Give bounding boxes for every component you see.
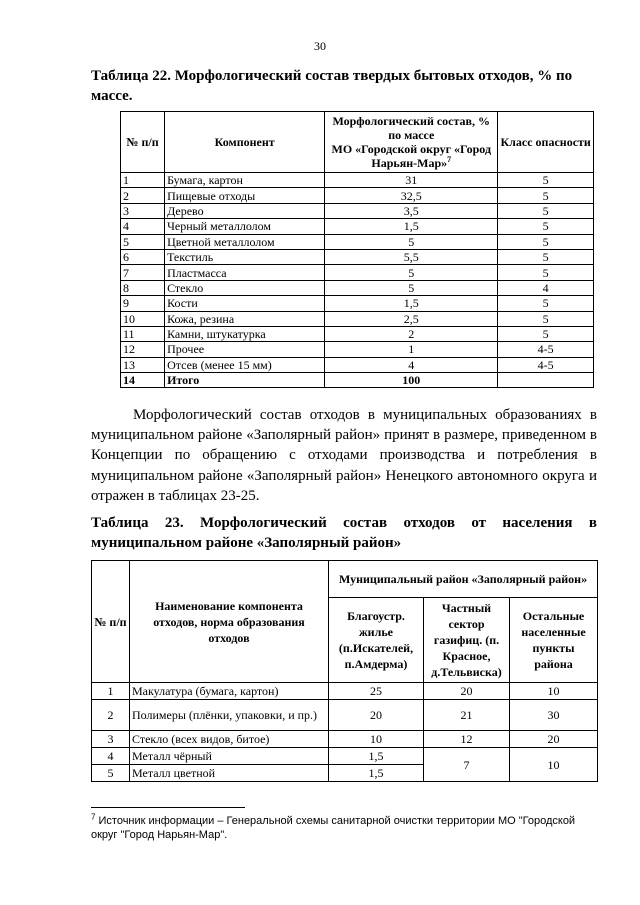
table-23-caption-line2: муниципальном районе «Заполярный район» — [91, 535, 402, 551]
table-23-caption — [91, 513, 597, 553]
row-num: 3 — [121, 203, 165, 218]
table-22 — [120, 111, 594, 388]
row-num: 11 — [121, 326, 165, 341]
row-value: 1,5 — [325, 296, 498, 311]
footnote-mark: 7 — [91, 812, 96, 822]
table-row — [121, 326, 594, 341]
header-col1: Благоустр. жилье (п.Искателей, п.Амдерма) — [329, 598, 424, 683]
row-num: 4 — [92, 748, 130, 765]
row-value: 2,5 — [325, 311, 498, 326]
row-col2: 7 — [424, 748, 510, 782]
row-hazard: 5 — [498, 326, 594, 341]
row-component: Кости — [165, 296, 325, 311]
row-name: Металл цветной — [130, 765, 329, 782]
row-hazard: 4-5 — [498, 342, 594, 357]
row-col3: 20 — [510, 731, 598, 748]
header-component: Компонент — [165, 112, 325, 173]
row-col1: 25 — [329, 683, 424, 700]
table-row — [92, 748, 598, 765]
table-row — [121, 296, 594, 311]
table-row — [121, 173, 594, 188]
table-row — [121, 311, 594, 326]
table-row — [92, 700, 598, 731]
row-col2: 20 — [424, 683, 510, 700]
header-num: № п/п — [121, 112, 165, 173]
row-hazard: 5 — [498, 203, 594, 218]
row-num: 1 — [92, 683, 130, 700]
row-hazard: 5 — [498, 311, 594, 326]
row-component: Прочее — [165, 342, 325, 357]
row-num: 8 — [121, 280, 165, 295]
table-row — [121, 265, 594, 280]
row-col2: 12 — [424, 731, 510, 748]
row-value: 5 — [325, 280, 498, 295]
table-row — [121, 249, 594, 264]
footnote-divider — [91, 807, 245, 808]
row-num: 6 — [121, 249, 165, 264]
header-col3: Остальные населенные пункты района — [510, 598, 598, 683]
row-value: 5 — [325, 265, 498, 280]
row-num: 10 — [121, 311, 165, 326]
row-hazard: 5 — [498, 173, 594, 188]
row-num: 2 — [92, 700, 130, 731]
body-paragraph: Морфологический состав отходов в муниципальных образованиях в муниципальном районе «Заполярный район» принят в размере, приведенном в Концепции по обращению с отходами производства и потребления в муниципальном районе «Заполярный район» Ненецкого автономного округа и отражен в таблицах 23-25. — [91, 407, 597, 504]
row-component: Итого — [165, 373, 325, 388]
table-row — [92, 683, 598, 700]
row-component: Пластмасса — [165, 265, 325, 280]
header-district: Муниципальный район «Заполярный район» — [329, 561, 598, 598]
page-number: 30 — [314, 39, 326, 53]
row-hazard: 5 — [498, 219, 594, 234]
table-total-row — [121, 373, 594, 388]
row-col1: 1,5 — [329, 748, 424, 765]
row-component: Черный металлолом — [165, 219, 325, 234]
row-hazard: 5 — [498, 188, 594, 203]
row-col3: 10 — [510, 683, 598, 700]
row-value: 4 — [325, 357, 498, 372]
row-num: 1 — [121, 173, 165, 188]
row-hazard: 4-5 — [498, 357, 594, 372]
row-col1: 20 — [329, 700, 424, 731]
row-hazard: 5 — [498, 249, 594, 264]
row-value: 100 — [325, 373, 498, 388]
table-row — [121, 203, 594, 218]
table-row — [121, 342, 594, 357]
row-col1: 10 — [329, 731, 424, 748]
header-composition-line2: МО «Городской округ «Город Нарьян-Мар» — [331, 142, 492, 170]
table-row — [121, 280, 594, 295]
footnote-mark: 7 — [447, 155, 452, 164]
row-hazard — [498, 373, 594, 388]
row-num: 5 — [121, 234, 165, 249]
row-component: Бумага, картон — [165, 173, 325, 188]
row-value: 1,5 — [325, 219, 498, 234]
row-num: 14 — [121, 373, 165, 388]
header-composition-line1: Морфологический состав, % по массе — [332, 114, 491, 142]
row-num: 5 — [92, 765, 130, 782]
header-composition — [325, 112, 498, 173]
table-row — [121, 219, 594, 234]
row-component: Кожа, резина — [165, 311, 325, 326]
row-component: Камни, штукатурка — [165, 326, 325, 341]
row-col3: 10 — [510, 748, 598, 782]
row-col2: 21 — [424, 700, 510, 731]
row-hazard: 5 — [498, 234, 594, 249]
table-row — [121, 234, 594, 249]
row-num: 2 — [121, 188, 165, 203]
header-num: № п/п — [92, 561, 130, 683]
row-num: 4 — [121, 219, 165, 234]
table-22-caption: Таблица 22. Морфологический состав твердых бытовых отходов, % по массе. — [91, 68, 573, 104]
row-component: Текстиль — [165, 249, 325, 264]
row-value: 2 — [325, 326, 498, 341]
row-num: 7 — [121, 265, 165, 280]
table-23 — [91, 560, 598, 782]
table-header-row — [121, 112, 594, 173]
row-name: Полимеры (плёнки, упаковки, и пр.) — [130, 700, 329, 731]
row-hazard: 5 — [498, 296, 594, 311]
row-component: Цветной металлолом — [165, 234, 325, 249]
footnote — [91, 814, 597, 842]
row-col3: 30 — [510, 700, 598, 731]
header-hazard: Класс опасности — [498, 112, 594, 173]
header-name: Наименование компонента отходов, норма образования отходов — [130, 561, 329, 683]
header-col2: Частный сектор газифиц. (п. Красное, д.Тельвиска) — [424, 598, 510, 683]
row-name: Стекло (всех видов, битое) — [130, 731, 329, 748]
footnote-text: Источник информации – Генеральной схемы санитарной очистки территории МО "Городской округ "Город Нарьян-Мар". — [91, 815, 576, 841]
row-hazard: 4 — [498, 280, 594, 295]
row-value: 32,5 — [325, 188, 498, 203]
row-col1: 1,5 — [329, 765, 424, 782]
row-component: Дерево — [165, 203, 325, 218]
row-value: 1 — [325, 342, 498, 357]
row-component: Стекло — [165, 280, 325, 295]
row-name: Макулатура (бумага, картон) — [130, 683, 329, 700]
row-value: 5 — [325, 234, 498, 249]
table-row — [121, 188, 594, 203]
row-name: Металл чёрный — [130, 748, 329, 765]
row-value: 31 — [325, 173, 498, 188]
table-row — [121, 357, 594, 372]
row-hazard: 5 — [498, 265, 594, 280]
row-num: 3 — [92, 731, 130, 748]
table-23-caption-line1: Таблица 23. Морфологический состав отходов от населения в — [91, 515, 597, 531]
row-component: Отсев (менее 15 мм) — [165, 357, 325, 372]
row-value: 5,5 — [325, 249, 498, 264]
row-num: 9 — [121, 296, 165, 311]
table-row — [92, 731, 598, 748]
row-num: 13 — [121, 357, 165, 372]
row-value: 3,5 — [325, 203, 498, 218]
table-header-row — [92, 561, 598, 598]
row-component: Пищевые отходы — [165, 188, 325, 203]
row-num: 12 — [121, 342, 165, 357]
